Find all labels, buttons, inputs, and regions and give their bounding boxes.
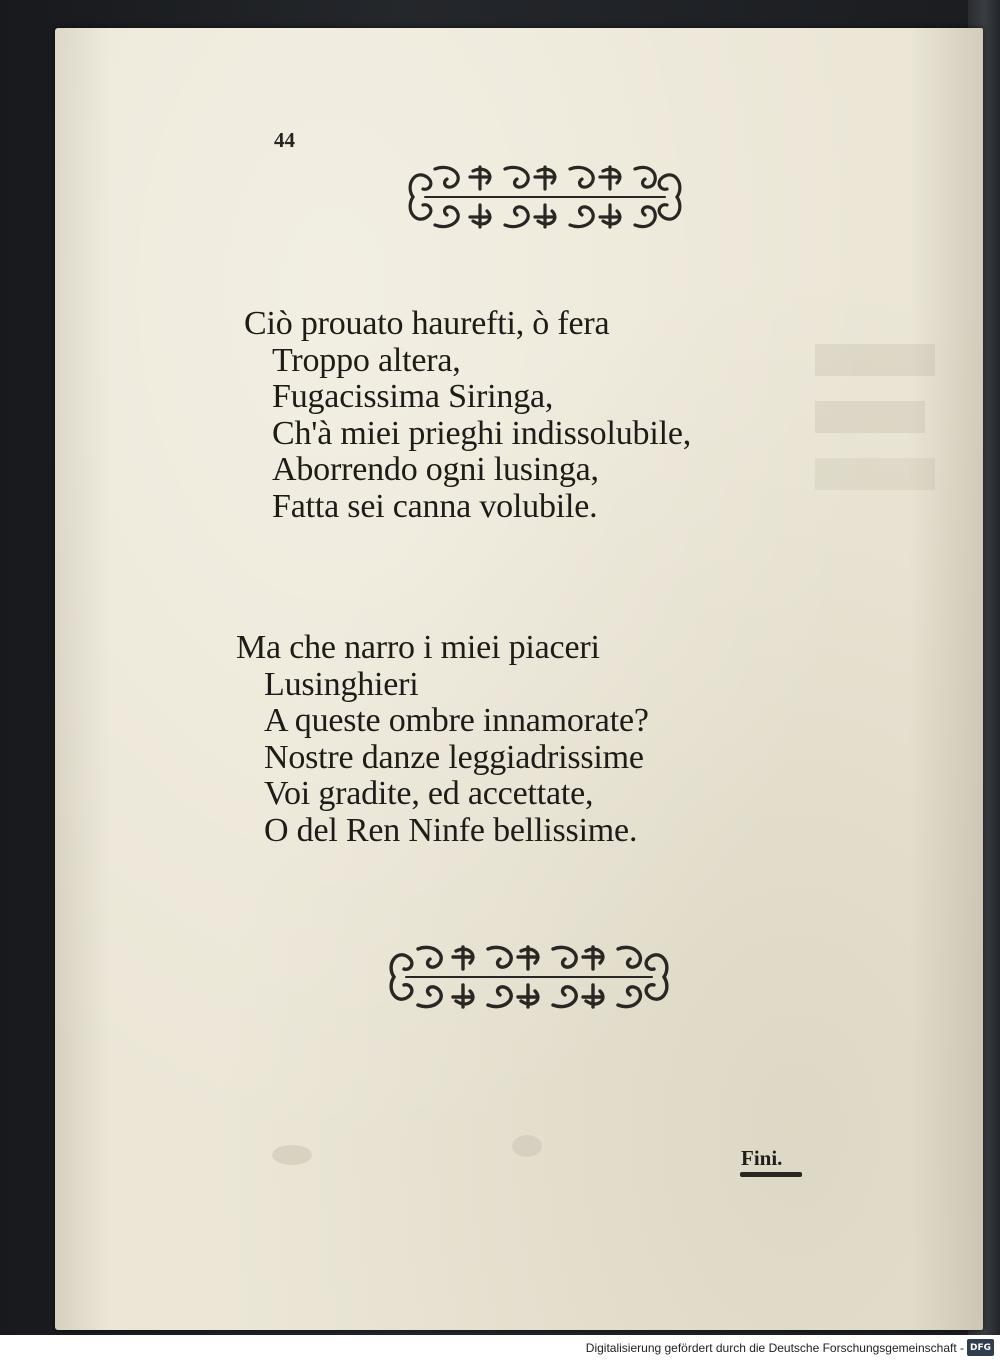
paper-stain xyxy=(272,1145,312,1165)
verse-line: Ciò prouato haurefti, ò fera xyxy=(244,305,610,342)
verse-line: A queste ombre innamorate? xyxy=(264,702,649,739)
footer-bar xyxy=(0,1335,1000,1361)
verse-line: Ma che narro i miei piaceri xyxy=(236,629,600,666)
verse-line: Troppo altera, xyxy=(272,341,461,379)
ornament-graphic xyxy=(395,155,695,239)
paper-stain xyxy=(512,1135,542,1157)
bottom-ornament xyxy=(378,935,680,1019)
verse-line: Nostre danze leggiadrissime xyxy=(264,738,644,776)
verse-line: O del Ren Ninfe bellissime. xyxy=(264,811,638,849)
dfg-logo-icon: DFG xyxy=(967,1339,994,1356)
stanza-1 xyxy=(244,306,691,525)
end-mark: Fini. xyxy=(741,1146,783,1170)
top-ornament xyxy=(395,155,695,239)
ornament-graphic xyxy=(378,935,680,1019)
verse-line: Fatta sei canna volubile. xyxy=(272,487,598,525)
page-number: 44 xyxy=(274,128,295,152)
verse-line: Aborrendo ogni lusinga, xyxy=(272,451,599,488)
stanza-2 xyxy=(236,630,649,849)
verse-line: Fugacissima Siringa, xyxy=(272,378,554,415)
funding-notice: Digitalisierung gefördert durch die Deutsche Forschungsgemeinschaft - xyxy=(585,1341,964,1355)
verse-line: Lusinghieri xyxy=(264,665,419,703)
verse-line: Ch'à miei prieghi indissolubile, xyxy=(272,414,692,452)
verse-line: Voi gradite, ed accettate, xyxy=(264,775,594,812)
end-mark-underline xyxy=(740,1172,802,1177)
